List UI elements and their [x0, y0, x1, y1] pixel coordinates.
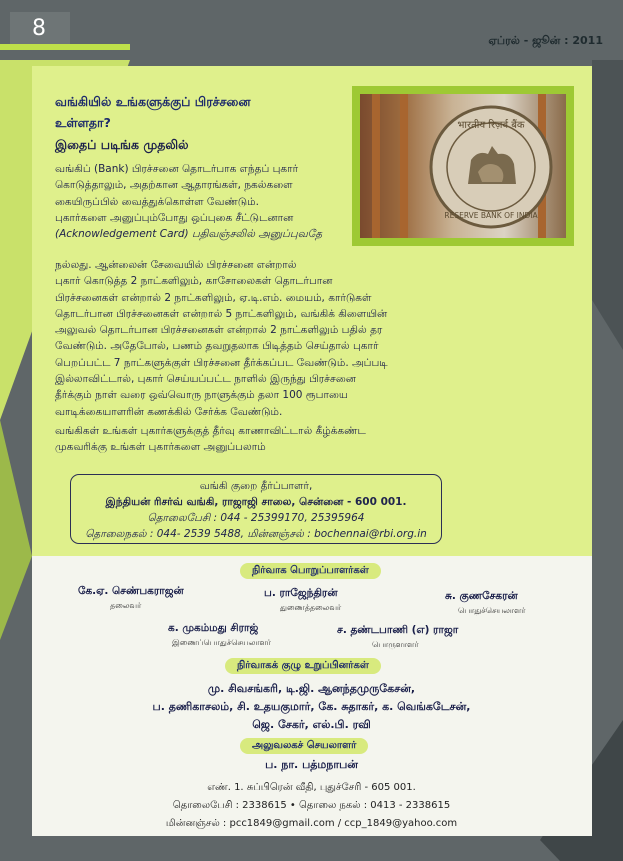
text-line: தொடர்பான பிரச்சனைகள் என்றால் 5 நாட்களிலும், வங்கிக் கிளையின்	[55, 307, 388, 320]
rbi-photo	[360, 94, 566, 238]
paragraph-2	[55, 257, 570, 420]
secretary-name: ப. நா. பத்மநாபன்	[265, 758, 358, 771]
committee-label: நிர்வாகக் குழு உறுப்பினர்கள்	[225, 658, 381, 674]
secretary-label: அலுவலகச் செயலாளர்	[240, 738, 368, 754]
committee-line: ப. தணிகாசலம், சி. உதயகுமார், கே. சுதாகர், க. வெங்கடேசன்,	[152, 700, 471, 713]
page-number-stripe	[0, 44, 130, 50]
address-line: வங்கி குறை தீர்ப்பாளர்,	[199, 480, 313, 492]
officer-name: சு. குணசேகரன்	[445, 590, 518, 602]
text-line: கையிருப்பில் வைத்துக்கொள்ள வேண்டும்.	[55, 195, 259, 208]
text-line: நல்லது. ஆன்லைன் சேவையில் பிரச்சனை என்றால்	[55, 259, 297, 271]
rbi-seal-icon	[426, 102, 556, 232]
text-line: வங்கிப் (Bank) பிரச்சனை தொடர்பாக எந்தப் புகார்	[55, 163, 299, 175]
text-line: புகார் கொடுத்த 2 நாட்களிலும், காசோலைகள் தொடர்பான	[55, 275, 333, 288]
address-line: இந்தியன் ரிசர்வ் வங்கி, ராஜாஜி சாலை, சென்னை - 600 001.	[105, 496, 407, 508]
article-subheading: இதைப் படிங்க முதலில்	[55, 137, 189, 152]
svg-text:RESERVE BANK OF INDIA: RESERVE BANK OF INDIA	[444, 211, 538, 220]
text-line: பிரச்சனைகள் என்றால் 2 நாட்களிலும், ஏ.டி.எம். மையம், கார்டுகள்	[55, 291, 372, 304]
officer-role: துணைத்தலைவர்	[280, 603, 342, 612]
address-line: தொலைபேசி : 044 - 25399170, 25395964	[147, 512, 365, 524]
ombudsman-address-box	[70, 474, 442, 544]
text-line: வங்கிகள் உங்கள் புகார்களுக்குத் தீர்வு காணாவிட்டால் கீழ்க்கண்ட	[55, 425, 366, 437]
text-line: வேண்டும். அதேபோல், பணம் தவறுதலாக பிடித்தம் செய்தால் புகார்	[55, 340, 379, 353]
address-line: தொலைநகல் : 044- 2539 5488, மின்னஞ்சல் : bochennai@rbi.org.in	[85, 528, 427, 540]
footer-phone: தொலைபேசி : 2338615 • தொலை நகல் : 0413 - 2338615	[172, 800, 451, 811]
officer-name: கே.ஏ. செண்பகராஜன்	[78, 585, 184, 597]
footer-address: எண். 1. சுப்பிரென் வீதி, புதுச்சேரி - 605 001.	[207, 782, 416, 793]
officer-role: பொதுச்செயலாளர்	[458, 606, 526, 615]
paragraph-3	[55, 423, 570, 456]
officer-name: க. முகம்மது சிராஜ்	[168, 622, 259, 634]
text-line: பெறப்பட்ட 7 நாட்களுக்குள் பிரச்சனை தீர்க்கப்பட வேண்டும். அப்படி	[55, 356, 388, 369]
officer-name: ப. ராஜேந்திரன்	[264, 587, 338, 599]
paragraph-1	[55, 161, 355, 242]
admin-label: நிர்வாக பொறுப்பாளர்கள்	[240, 563, 381, 579]
text-line: அலுவல் தொடர்பான பிரச்சனைகள் என்றால் 2 நாட்களிலும் பதில் தர	[55, 324, 383, 337]
text-line: தீர்க்கும் நாள் வரை ஒவ்வொரு நாளுக்கும் தலா 100 ரூபாயை	[55, 389, 348, 402]
officer-name: ச. தண்டபாணி (எ) ராஜா	[337, 624, 459, 636]
officer-role: பொருளாளர்	[372, 640, 419, 649]
article-heading-line1: வங்கியில் உங்களுக்குப் பிரச்சனை	[55, 94, 251, 109]
svg-text:भारतीय रिज़र्व बैंक: भारतीय रिज़र्व बैंक	[457, 120, 525, 131]
article-heading-line2: உள்ளதா?	[55, 115, 111, 130]
committee-line: மு. சிவசங்கரி, டி.ஜி. ஆனந்தமுருகேசன்,	[207, 682, 416, 695]
text-line: புகார்களை அனுப்பும்போது ஒப்புகை சீட்டுடனான	[55, 211, 294, 224]
text-line: இல்லாவிட்டால், புகார் செய்யப்பட்ட நாளில் இருந்து பிரச்சனை	[55, 373, 356, 386]
officer-role: தலைவர்	[110, 601, 142, 610]
page-number: 8	[10, 12, 70, 46]
text-line: முகவரிக்கு உங்கள் புகார்களை அனுப்பலாம்	[55, 441, 266, 454]
officer-role: இணைப்பொதுச்செயலாளர்	[172, 638, 271, 647]
text-line: வாடிக்கையாளரின் கணக்கில் சேர்க்க வேண்டும்.	[55, 405, 283, 418]
issue-date: ஏப்ரல் - ஜூன் : 2011	[488, 34, 603, 47]
footer-email: மின்னஞ்சல் : pcc1849@gmail.com / ccp_1849@yahoo.com	[165, 818, 458, 829]
text-line: கொடுத்தாலும், அதற்கான ஆதாரங்கள், நகல்களை	[55, 179, 293, 192]
text-line: (Acknowledgement Card) பதிவஞ்சலில் அனுப்புவதே	[55, 228, 323, 241]
committee-line: ஜெ. சேகர், எல்.பி. ரவி	[252, 718, 371, 731]
